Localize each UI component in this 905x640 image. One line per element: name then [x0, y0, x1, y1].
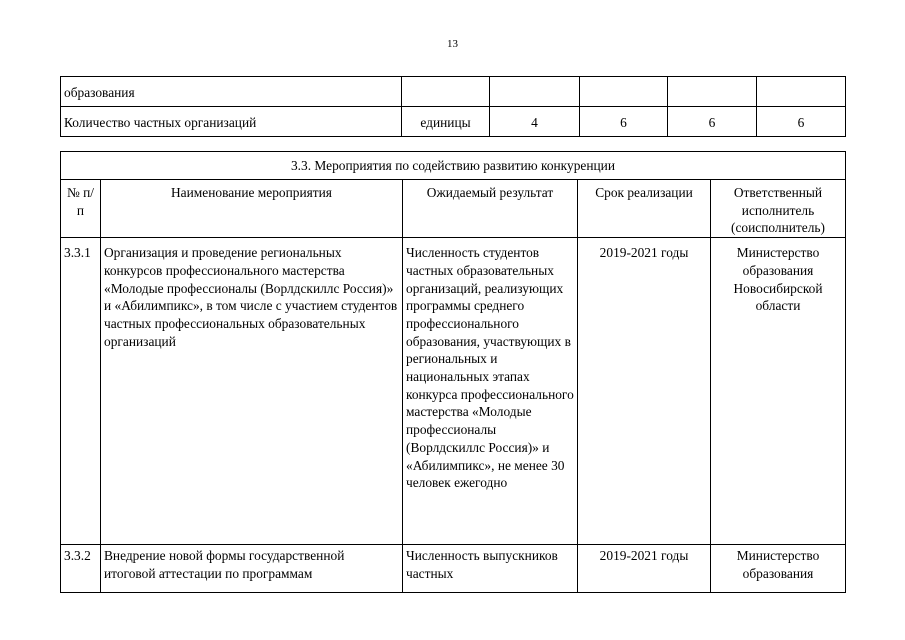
responsible: Министерство образования Новосибирской области: [711, 238, 846, 545]
measure-name: Организация и проведение региональных конкурсов профессионального мастерства «Молодые профессионалы (Ворлдскиллс Россия)» и «Абилимпикс», в том числе с участием студентов частных профессиональных образовательных организаций: [101, 238, 403, 545]
expected-result: Численность студентов частных образовательных организаций, реализующих программы среднего профессионального образования, участвующих в региональных и национальных этапах конкурса профессионального мастерства «Молодые профессионалы (Ворлдскиллс Россия)» и «Абилимпикс», не менее 30 человек ежегодно: [403, 238, 578, 545]
table-caption-row: [61, 152, 846, 180]
indicator-name: образования: [61, 77, 402, 107]
unit-cell: [402, 77, 490, 107]
term: 2019-2021 годы: [578, 238, 711, 545]
row-number: 3.3.2: [61, 545, 101, 593]
measure-name: Внедрение новой формы государственной итоговой аттестации по программам: [101, 545, 403, 593]
header-responsible: Ответственный исполнитель (соисполнитель): [711, 180, 846, 238]
value-cell: 4: [490, 107, 580, 137]
table-row: [61, 238, 846, 545]
header-term: Срок реализации: [578, 180, 711, 238]
row-number: 3.3.1: [61, 238, 101, 545]
value-cell: [757, 77, 846, 107]
value-cell: 6: [580, 107, 668, 137]
value-cell: 6: [757, 107, 846, 137]
measures-table: [60, 151, 846, 593]
value-cell: [580, 77, 668, 107]
expected-result: Численность выпускников частных: [403, 545, 578, 593]
header-result: Ожидаемый результат: [403, 180, 578, 238]
header-name: Наименование мероприятия: [101, 180, 403, 238]
header-row: [61, 180, 846, 238]
indicator-name: Количество частных организаций: [61, 107, 402, 137]
table-row: [61, 545, 846, 593]
value-cell: 6: [668, 107, 757, 137]
table-row: [61, 107, 846, 137]
value-cell: [490, 77, 580, 107]
term: 2019-2021 годы: [578, 545, 711, 593]
value-cell: [668, 77, 757, 107]
table-caption: 3.3. Мероприятия по содействию развитию конкуренции: [61, 152, 846, 180]
responsible: Министерство образования: [711, 545, 846, 593]
summary-table: [60, 76, 846, 137]
unit-cell: единицы: [402, 107, 490, 137]
header-num: № п/п: [61, 180, 101, 238]
page-number: 13: [447, 38, 458, 50]
table-row: [61, 77, 846, 107]
